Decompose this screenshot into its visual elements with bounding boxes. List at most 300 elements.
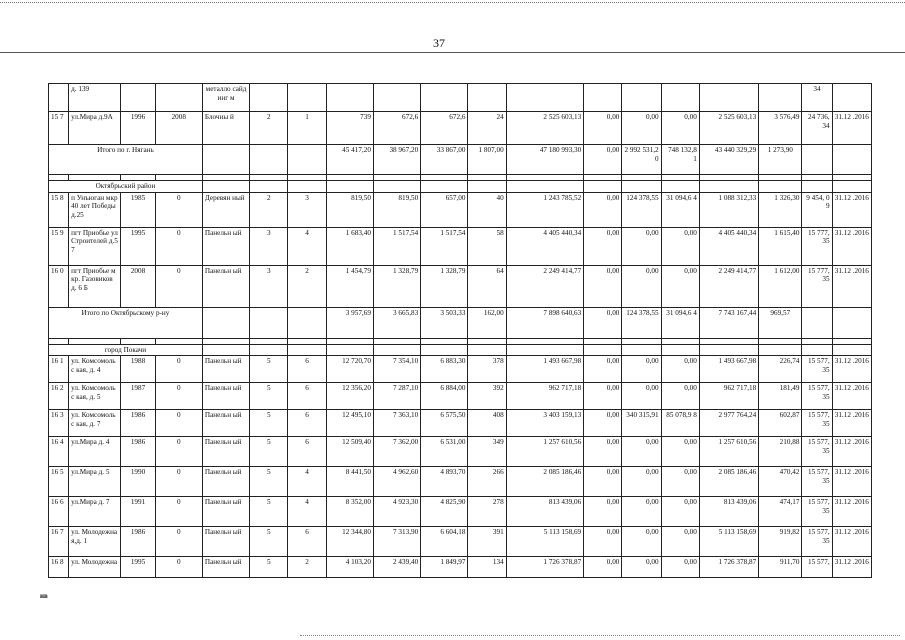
table-cell [802, 344, 832, 356]
table-cell: 1 328,79 [373, 265, 420, 307]
table-cell: 16 5 [49, 467, 69, 497]
table-cell: ул. Комсомольс кая, д. 7 [69, 410, 121, 437]
table-cell: д. 139 [69, 84, 121, 112]
table-cell: 12 720,70 [326, 356, 373, 383]
table-cell: 16 6 [49, 497, 69, 527]
table-cell: 31.12 .2016 [832, 192, 871, 227]
table-cell: 3 957,69 [326, 307, 373, 338]
table-cell: 0 [155, 467, 202, 497]
table-cell: Панельн ый [202, 383, 249, 410]
table-cell: 9 454, 09 [802, 192, 832, 227]
table-cell [421, 84, 468, 112]
table-cell: 474,17 [759, 497, 802, 527]
table-cell [49, 84, 69, 112]
table-cell: 43 440 329,29 [699, 145, 758, 175]
table-cell: 0,00 [584, 497, 622, 527]
table-cell [288, 145, 326, 175]
table-cell: 3 [288, 192, 326, 227]
table-cell: 4 [288, 227, 326, 265]
table-cell: ул. Комсомольс кая, д. 4 [69, 356, 121, 383]
table-cell: 0,00 [584, 410, 622, 437]
table-cell: 0 [155, 192, 202, 227]
table-cell: 919,82 [759, 527, 802, 557]
table-cell: 0 [155, 410, 202, 437]
table-cell: 0 [155, 497, 202, 527]
table-cell: 1988 [121, 356, 155, 383]
table-cell: 15 577, 35 [802, 527, 832, 557]
table-cell: Итого по г. Нягань [49, 145, 203, 175]
table-cell: 4 405 440,34 [506, 227, 583, 265]
table-cell: 16 2 [49, 383, 69, 410]
table-cell: 4 893,70 [421, 467, 468, 497]
table-cell: 748 132,8 1 [661, 145, 699, 175]
table-row [49, 410, 872, 437]
table-cell: 2 [250, 112, 288, 145]
table-cell: 278 [468, 497, 506, 527]
table-cell: 15 577, 35 [802, 497, 832, 527]
table-cell: 31.12 .2016 [832, 265, 871, 307]
table-cell: 4 [288, 497, 326, 527]
page-number: 37 [433, 36, 445, 50]
table-cell: 1 088 312,33 [699, 192, 758, 227]
table-cell: 5 [250, 527, 288, 557]
table-cell: 1 493 667,98 [699, 356, 758, 383]
section-row [49, 181, 872, 193]
table-cell: 6 883,30 [421, 356, 468, 383]
table-cell: 12 509,40 [326, 437, 373, 467]
scan-edge-bottom [300, 635, 900, 636]
table-cell: 0,00 [584, 307, 622, 338]
table-cell: 0,00 [584, 265, 622, 307]
table-cell: 15 777, 35 [802, 227, 832, 265]
table-cell: 4 923,30 [373, 497, 420, 527]
table-cell [661, 344, 699, 356]
footnote: нв [40, 592, 48, 600]
table-cell: 1 257 610,56 [506, 437, 583, 467]
table-cell [584, 344, 622, 356]
table-cell: 3 665,83 [373, 307, 420, 338]
table-cell: 0,00 [661, 265, 699, 307]
section-row [49, 344, 872, 356]
table-cell: ул. Комсомольс кая, д. 5 [69, 383, 121, 410]
table-cell: 2 [250, 192, 288, 227]
table-cell [832, 181, 871, 193]
table-cell: 15 577, 35 [802, 467, 832, 497]
table-cell: 64 [468, 265, 506, 307]
table-cell: 0,00 [622, 265, 661, 307]
table-cell: 657,00 [421, 192, 468, 227]
table-cell [288, 307, 326, 338]
table-row [49, 84, 872, 112]
table-cell: 5 [250, 410, 288, 437]
table-cell: 2 525 603,13 [506, 112, 583, 145]
table-cell: 0,00 [584, 145, 622, 175]
table-cell: 16 1 [49, 356, 69, 383]
scan-edge-top [0, 2, 905, 5]
table-cell: 0,00 [622, 527, 661, 557]
table-cell: 31.12 .2016 [832, 383, 871, 410]
table-cell: 1987 [121, 383, 155, 410]
table-cell [250, 181, 288, 193]
table-cell: 0,00 [661, 467, 699, 497]
table-cell: ул. Молодежна я,д. 1 [69, 527, 121, 557]
table-cell: 1995 [121, 557, 155, 578]
table-cell [832, 344, 871, 356]
table-cell: 4 [288, 467, 326, 497]
table-cell [759, 84, 802, 112]
table-cell: 4 405 440,34 [699, 227, 758, 265]
table-cell: 5 [250, 356, 288, 383]
table-cell: 16 8 [49, 557, 69, 578]
table-cell: 5 [250, 383, 288, 410]
table-cell: 0 [155, 227, 202, 265]
table-cell: 6 [288, 356, 326, 383]
table-cell: 15 9 [49, 227, 69, 265]
table-cell: 6 531,00 [421, 437, 468, 467]
table-cell: 2008 [121, 265, 155, 307]
table-cell: 0,00 [661, 497, 699, 527]
table-cell: 2 992 531,20 [622, 145, 661, 175]
table-cell: 0 [155, 527, 202, 557]
table-cell [802, 181, 832, 193]
table-cell: 2 249 414,77 [699, 265, 758, 307]
table-cell: 5 [250, 557, 288, 578]
table-row [49, 112, 872, 145]
table-cell: 7 743 167,44 [699, 307, 758, 338]
header-rule [0, 52, 905, 53]
table-cell: 0,00 [622, 497, 661, 527]
table-cell [584, 84, 622, 112]
table-cell: 210,88 [759, 437, 802, 467]
table-cell: 391 [468, 527, 506, 557]
table-body [49, 84, 872, 578]
table-cell: 1 328,79 [421, 265, 468, 307]
table-row [49, 356, 872, 383]
table-cell: 40 [468, 192, 506, 227]
table-cell [326, 344, 373, 356]
table-cell: 1 243 785,52 [506, 192, 583, 227]
table-cell: 1 493 667,98 [506, 356, 583, 383]
table-row [49, 192, 872, 227]
table-cell: 6 [288, 527, 326, 557]
table-cell [468, 84, 506, 112]
table-cell: 6 [288, 410, 326, 437]
table-cell [699, 344, 758, 356]
table-cell: пгт Приобье мкр. Газовиков д. 6 Б [69, 265, 121, 307]
table-cell: 7 287,10 [373, 383, 420, 410]
table-cell: 124 378,55 [622, 192, 661, 227]
table-cell [759, 181, 802, 193]
table-cell: 1986 [121, 437, 155, 467]
table-cell: Панельн ый [202, 227, 249, 265]
table-cell: 2 977 764,24 [699, 410, 758, 437]
table-cell: 1 726 378,87 [699, 557, 758, 578]
table-cell: 5 [250, 467, 288, 497]
table-cell: 45 417,20 [326, 145, 373, 175]
table-cell [373, 181, 420, 193]
table-cell: 15 577, 35 [802, 437, 832, 467]
table-cell: 470,42 [759, 467, 802, 497]
table-cell [699, 84, 758, 112]
table-cell: Деревян ный [202, 192, 249, 227]
table-cell: 0 [155, 557, 202, 578]
table-cell [506, 84, 583, 112]
table-cell: 0,00 [622, 112, 661, 145]
table-cell: 31 094,6 4 [661, 192, 699, 227]
table-cell: 0,00 [661, 527, 699, 557]
table-cell: 0,00 [584, 383, 622, 410]
table-cell: 819,50 [373, 192, 420, 227]
table-cell: 1990 [121, 467, 155, 497]
table-cell: ул.Мира д. 4 [69, 437, 121, 467]
table-cell: 31.12 .2016 [832, 356, 871, 383]
table-cell: 226,74 [759, 356, 802, 383]
table-cell: 0,00 [661, 356, 699, 383]
table-cell: 408 [468, 410, 506, 437]
table-cell [326, 84, 373, 112]
table-cell: 15 8 [49, 192, 69, 227]
table-cell: 2008 [155, 112, 202, 145]
table-cell: 2 [288, 557, 326, 578]
table-cell: 7 354,10 [373, 356, 420, 383]
table-cell [202, 181, 249, 193]
table-cell [832, 84, 871, 112]
table-row [49, 265, 872, 307]
table-cell: 0,00 [622, 356, 661, 383]
table-cell: 1 615,40 [759, 227, 802, 265]
table-cell [468, 181, 506, 193]
table-cell [622, 181, 661, 193]
table-cell [584, 181, 622, 193]
table-cell [506, 181, 583, 193]
table-cell [506, 344, 583, 356]
table-cell: металло сайдинг м [202, 84, 249, 112]
table-cell: 378 [468, 356, 506, 383]
housing-table [48, 83, 872, 578]
table-cell: 34 [802, 84, 832, 112]
table-cell [661, 181, 699, 193]
table-cell: 1 849,97 [421, 557, 468, 578]
table-cell: 3 [250, 227, 288, 265]
table-cell: 1 517,54 [421, 227, 468, 265]
table-cell: 0,00 [661, 557, 699, 578]
table-cell: Октябрьский район [49, 181, 203, 193]
table-cell: 181,49 [759, 383, 802, 410]
table-cell: 0,00 [622, 227, 661, 265]
table-cell: 5 [250, 437, 288, 467]
table-cell: 962 717,18 [699, 383, 758, 410]
table-cell: 124 378,55 [622, 307, 661, 338]
table-cell: 1995 [121, 227, 155, 265]
table-cell [202, 307, 249, 338]
table-cell: 1 326,30 [759, 192, 802, 227]
table-cell: 2 525 603,13 [699, 112, 758, 145]
table-cell: 5 [250, 497, 288, 527]
table-cell: 0,00 [661, 112, 699, 145]
table-cell: 7 313,90 [373, 527, 420, 557]
table-cell: 1 726 378,87 [506, 557, 583, 578]
table-cell: 15 577, [802, 557, 832, 578]
table-cell: 6 [288, 437, 326, 467]
table-cell: 1 517,54 [373, 227, 420, 265]
table-cell: 0,00 [622, 437, 661, 467]
table-cell: 12 356,20 [326, 383, 373, 410]
table-cell: 0 [155, 437, 202, 467]
table-cell: 1 612,00 [759, 265, 802, 307]
table-cell [250, 344, 288, 356]
table-cell [759, 344, 802, 356]
table-cell [802, 307, 832, 338]
table-cell: Панельн ый [202, 265, 249, 307]
table-cell: 1986 [121, 410, 155, 437]
table-cell [832, 145, 871, 175]
table-cell: 31.12 .2016 [832, 410, 871, 437]
table-cell: 0,00 [584, 112, 622, 145]
table-cell: 969,57 [759, 307, 802, 338]
table-cell: 1 454,79 [326, 265, 373, 307]
table-cell [421, 344, 468, 356]
table-cell: 4 825,90 [421, 497, 468, 527]
table-cell: 38 967,20 [373, 145, 420, 175]
table-cell: 1 807,00 [468, 145, 506, 175]
table-cell: ул.Мира д. 7 [69, 497, 121, 527]
table-cell [661, 84, 699, 112]
table-cell: 340 315,91 [622, 410, 661, 437]
table-cell: Панельн ый [202, 497, 249, 527]
table-cell [373, 84, 420, 112]
table-cell: 15 577, 35 [802, 410, 832, 437]
table-cell: 6 604,18 [421, 527, 468, 557]
table-cell: 0,00 [584, 356, 622, 383]
table-cell: 5 113 158,69 [506, 527, 583, 557]
table-cell [202, 145, 249, 175]
table-cell: 12 495,10 [326, 410, 373, 437]
table-cell: 3 576,49 [759, 112, 802, 145]
table-cell [121, 84, 155, 112]
table-cell [250, 307, 288, 338]
table-cell: 0,00 [584, 467, 622, 497]
table-cell [802, 145, 832, 175]
table-cell: 0,00 [622, 383, 661, 410]
table-cell: 0 [155, 383, 202, 410]
table-cell: Панельн ый [202, 410, 249, 437]
table-cell: 15 577, 35 [802, 383, 832, 410]
table-cell: 33 867,00 [421, 145, 468, 175]
table-cell [250, 84, 288, 112]
table-cell: 6 575,50 [421, 410, 468, 437]
table-cell: 1986 [121, 527, 155, 557]
table-cell: 1 [288, 112, 326, 145]
table-cell: 6 884,00 [421, 383, 468, 410]
table-cell: 16 3 [49, 410, 69, 437]
table-cell: 7 898 640,63 [506, 307, 583, 338]
table-cell: 16 7 [49, 527, 69, 557]
table-cell: Блочны й [202, 112, 249, 145]
table-cell: 31.12 .2016 [832, 112, 871, 145]
table-cell: 134 [468, 557, 506, 578]
table-cell: 31.12 .2016 [832, 467, 871, 497]
table-cell: Панельн ый [202, 527, 249, 557]
table-cell: город Покачи [49, 344, 203, 356]
table-cell: 962 717,18 [506, 383, 583, 410]
table-row [49, 383, 872, 410]
table-cell: п Унъюган мкр 40 лет Победы д.25 [69, 192, 121, 227]
table-cell [622, 344, 661, 356]
table-cell: 4 962,60 [373, 467, 420, 497]
table-cell: 349 [468, 437, 506, 467]
table-cell: 813 439,06 [699, 497, 758, 527]
table-cell: 31.12 .2016 [832, 497, 871, 527]
table-cell: 0,00 [584, 437, 622, 467]
table-cell: 0,00 [584, 227, 622, 265]
table-cell: 0,00 [584, 192, 622, 227]
table-cell: 672,6 [373, 112, 420, 145]
table-cell [155, 84, 202, 112]
table-cell: 3 503,33 [421, 307, 468, 338]
table-cell: 31.12 .2016 [832, 557, 871, 578]
table-cell: 0,00 [622, 467, 661, 497]
table-cell: пгт Приобье ул Строителей д.57 [69, 227, 121, 265]
table-cell: ул. Молодежна [69, 557, 121, 578]
table-cell: 1991 [121, 497, 155, 527]
table-cell [622, 84, 661, 112]
table-cell: 0,00 [584, 527, 622, 557]
table-cell: 47 180 993,30 [506, 145, 583, 175]
table-cell: 1 273,90 [759, 145, 802, 175]
table-cell: Итого по Октябрьскому р-ну [49, 307, 203, 338]
table-cell: 8 352,00 [326, 497, 373, 527]
table-cell: 0 [155, 265, 202, 307]
table-cell: 162,00 [468, 307, 506, 338]
table-cell: ул.Мира д. 5 [69, 467, 121, 497]
table-cell: 15 7 [49, 112, 69, 145]
table-cell: 1985 [121, 192, 155, 227]
table-cell: 16 4 [49, 437, 69, 467]
table-cell: 16 0 [49, 265, 69, 307]
table-cell: 8 441,50 [326, 467, 373, 497]
table-cell: 0,00 [661, 383, 699, 410]
table-cell: 15 577, 35 [802, 356, 832, 383]
table-cell [468, 344, 506, 356]
table-cell: 1 257 610,56 [699, 437, 758, 467]
table-row [49, 227, 872, 265]
table-cell: 1 683,40 [326, 227, 373, 265]
table-cell: 672,6 [421, 112, 468, 145]
table-cell [832, 307, 871, 338]
table-cell [288, 84, 326, 112]
table-row [49, 557, 872, 578]
table-cell: 3 403 159,13 [506, 410, 583, 437]
table-row [49, 437, 872, 467]
table-cell [699, 181, 758, 193]
table-cell [421, 181, 468, 193]
table-cell: 31.12 .2016 [832, 227, 871, 265]
table-cell: 2 [288, 265, 326, 307]
table-row [49, 307, 872, 338]
table-cell: 0 [155, 356, 202, 383]
table-cell [202, 344, 249, 356]
table-cell: 0,00 [661, 437, 699, 467]
table-cell: 0,00 [661, 227, 699, 265]
table-cell: 2 085 186,46 [699, 467, 758, 497]
table-cell: 31.12 .2016 [832, 437, 871, 467]
table-cell: 31.12 .2016 [832, 527, 871, 557]
table-cell: Панельн ый [202, 356, 249, 383]
table-cell: 2 085 186,46 [506, 467, 583, 497]
table-cell: 2 439,40 [373, 557, 420, 578]
table-cell: 6 [288, 383, 326, 410]
table-cell: 24 [468, 112, 506, 145]
